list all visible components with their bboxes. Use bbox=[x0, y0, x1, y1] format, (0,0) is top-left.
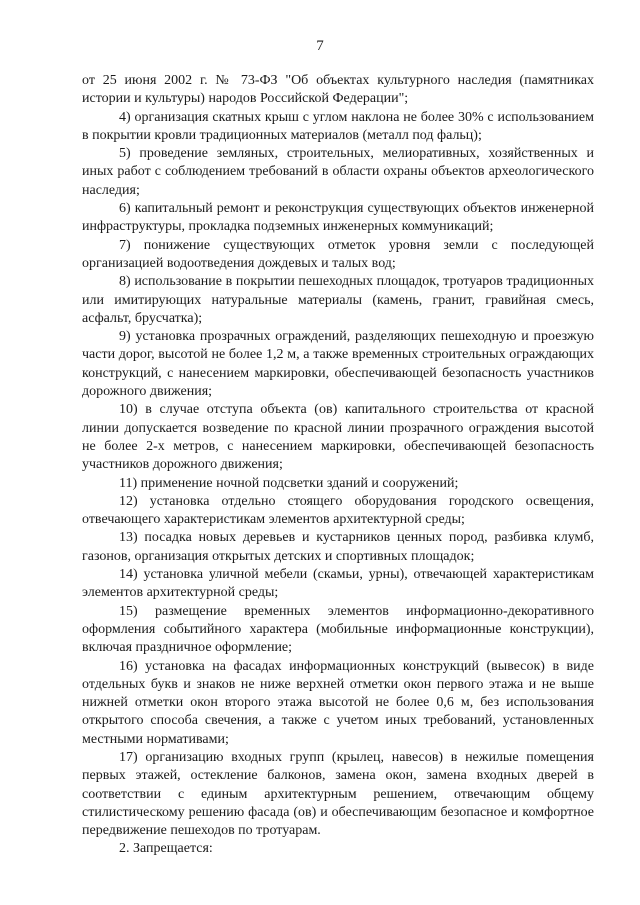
section-2-heading: 2. Запрещается: bbox=[119, 841, 213, 857]
list-item-10: 10) в случае отступа объекта (ов) капитального строительства от красной линии допускается возведение по красной линии прозрачного ограждения высотой не более 2-х метров, с нанесением маркировки, обеспечивающей безопасность участников дорожного движения; bbox=[82, 402, 594, 473]
page-number: 7 bbox=[316, 38, 324, 54]
list-item-17: 17) организацию входных групп (крылец, навесов) в нежилые помещения первых этажей, остекление балконов, замена окон, замена входных дверей в соответствии с единым архитектурным решением, отвечающим общему стилистическому решению фасада (ов) и обеспечивающим безопасное и комфортное передвижение пешеходов по тротуарам. bbox=[82, 749, 594, 839]
list-item-7: 7) понижение существующих отметок уровня земли с последующей организацией водоотведения дождевых и талых вод; bbox=[82, 237, 594, 271]
list-item-9: 9) установка прозрачных ограждений, разделяющих пешеходную и проезжую части дорог, высотой не более 1,2 м, а также временных строительных ограждающих конструкций, с нанесением маркировки, обеспечивающей безопасность участников дорожного движения; bbox=[82, 329, 594, 400]
document-body bbox=[82, 72, 594, 859]
list-item-13: 13) посадка новых деревьев и кустарников ценных пород, разбивка клумб, газонов, организация открытых детских и спортивных площадок; bbox=[82, 530, 594, 564]
list-item-8: 8) использование в покрытии пешеходных площадок, тротуаров традиционных или имитирующих натуральные материалы (камень, гранит, гравийная смесь, асфальт, брусчатка); bbox=[82, 274, 594, 326]
list-item-11: 11) применение ночной подсветки зданий и сооружений; bbox=[119, 475, 459, 491]
list-item-12: 12) установка отдельно стоящего оборудования городского освещения, отвечающего характеристикам элементов архитектурной среды; bbox=[82, 493, 594, 528]
list-item-4: 4) организация скатных крыш с углом наклона не более 30% с использованием в покрытии кровли традиционных материалов (металл под фальц); bbox=[82, 109, 594, 143]
list-item-16: 16) установка на фасадах информационных конструкций (вывесок) в виде отдельных букв и знаков не ниже верхней отметки окон первого этажа и не выше нижней отметки окон второго этажа высотой не более 0,6 м, без использования открытого способа свечения, а также с учетом иных требований, установленных местными нормативами; bbox=[82, 658, 594, 747]
list-item-5: 5) проведение земляных, строительных, мелиоративных, хозяйственных и иных работ с соблюдением требований в области охраны объектов археологического наследия; bbox=[82, 146, 594, 198]
list-item-14: 14) установка уличной мебели (скамьи, урны), отвечающей характеристикам элементов архитектурной среды; bbox=[82, 567, 594, 601]
list-item-6: 6) капитальный ремонт и реконструкция существующих объектов инженерной инфраструктуры, прокладка подземных инженерных коммуникаций; bbox=[82, 201, 594, 235]
paragraph-law-reference: от 25 июня 2002 г. № 73-ФЗ "Об объектах культурного наследия (памятниках истории и культуры) народов Российской Федерации"; bbox=[82, 73, 594, 107]
list-item-15: 15) размещение временных элементов информационно-декоративного оформления событийного характера (мобильные информационные конструкции), включая праздничное оформление; bbox=[82, 603, 594, 656]
